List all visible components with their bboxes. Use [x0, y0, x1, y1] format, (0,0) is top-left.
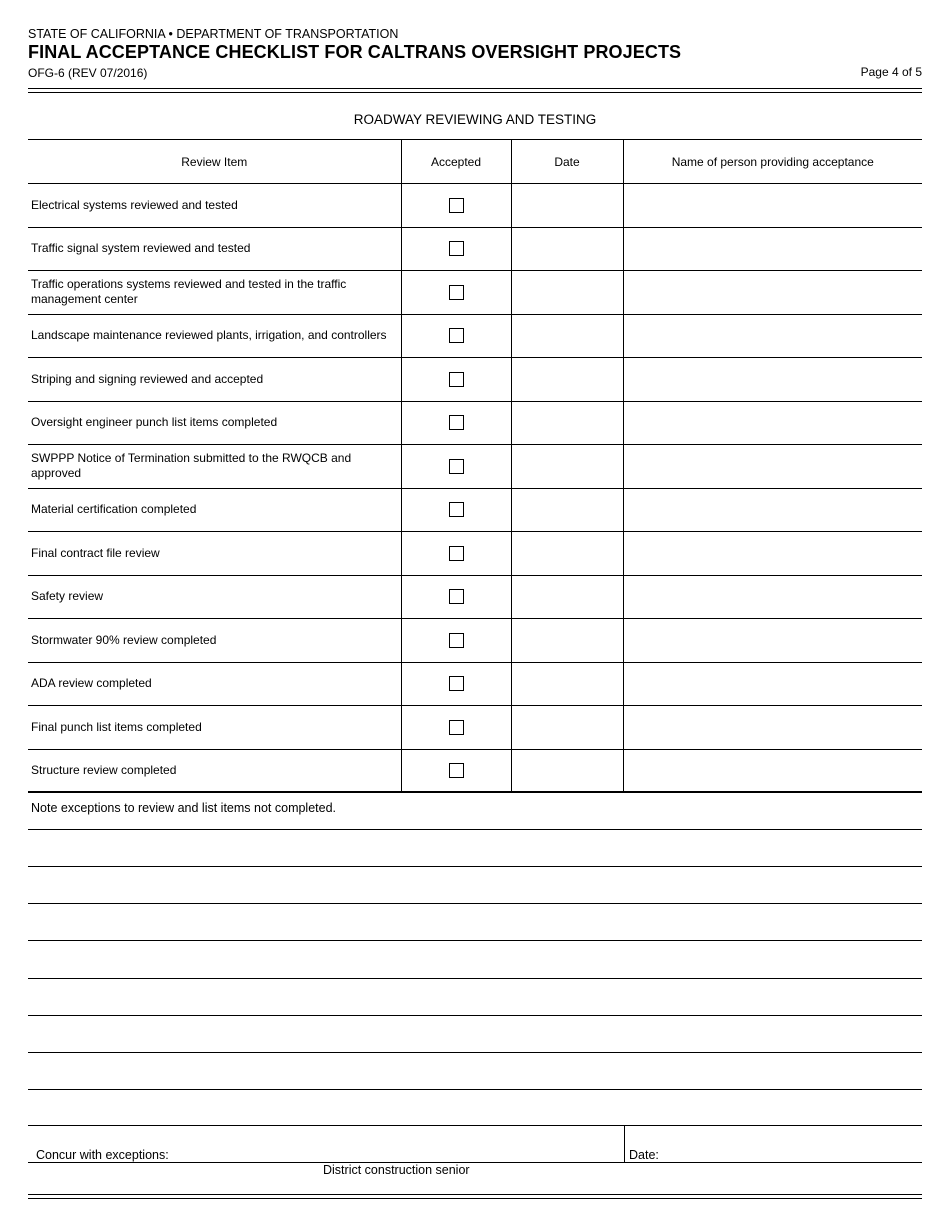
review-item-label: Striping and signing reviewed and accepted	[28, 358, 401, 402]
table-row	[28, 532, 922, 576]
column-header-date: Date	[511, 140, 623, 184]
exceptions-line-4[interactable]	[28, 940, 922, 941]
column-header-accepted: Accepted	[401, 140, 511, 184]
accepted-checkbox[interactable]	[449, 676, 464, 691]
column-header-name: Name of person providing acceptance	[623, 140, 922, 184]
accepted-cell	[401, 358, 511, 402]
accepted-checkbox[interactable]	[449, 198, 464, 213]
table-row	[28, 662, 922, 706]
accepted-cell	[401, 575, 511, 619]
date-cell[interactable]	[511, 314, 623, 358]
exceptions-line-5[interactable]	[28, 978, 922, 979]
table-row	[28, 271, 922, 315]
date-cell[interactable]	[511, 271, 623, 315]
acceptor-name-cell[interactable]	[623, 619, 922, 663]
agency-name: STATE OF CALIFORNIA • DEPARTMENT OF TRANSPORTATION	[28, 27, 399, 41]
date-cell[interactable]	[511, 488, 623, 532]
exceptions-line-6[interactable]	[28, 1015, 922, 1016]
table-row	[28, 575, 922, 619]
review-item-label: Safety review	[28, 575, 401, 619]
table-row	[28, 619, 922, 663]
accepted-cell	[401, 184, 511, 228]
review-item-label: Traffic operations systems reviewed and tested in the traffic management center	[28, 271, 401, 315]
date-cell[interactable]	[511, 532, 623, 576]
signature-divider	[624, 1126, 625, 1162]
form-number: OFG-6 (REV 07/2016)	[28, 66, 148, 80]
review-item-label: Final contract file review	[28, 532, 401, 576]
accepted-cell	[401, 532, 511, 576]
acceptor-name-cell[interactable]	[623, 227, 922, 271]
page-number: Page 4 of 5	[860, 65, 922, 79]
table-row	[28, 749, 922, 793]
date-cell[interactable]	[511, 401, 623, 445]
review-item-label: Electrical systems reviewed and tested	[28, 184, 401, 228]
exceptions-line-3[interactable]	[28, 903, 922, 904]
accepted-checkbox[interactable]	[449, 328, 464, 343]
footer-divider-bottom	[28, 1198, 922, 1199]
table-row	[28, 314, 922, 358]
acceptor-name-cell[interactable]	[623, 749, 922, 793]
review-item-label: Material certification completed	[28, 488, 401, 532]
accepted-checkbox[interactable]	[449, 415, 464, 430]
accepted-cell	[401, 227, 511, 271]
accepted-checkbox[interactable]	[449, 763, 464, 778]
acceptor-name-cell[interactable]	[623, 445, 922, 489]
date-label: Date:	[629, 1148, 659, 1162]
date-cell[interactable]	[511, 619, 623, 663]
accepted-cell	[401, 619, 511, 663]
review-item-label: Stormwater 90% review completed	[28, 619, 401, 663]
review-item-label: Landscape maintenance reviewed plants, irrigation, and controllers	[28, 314, 401, 358]
table-row	[28, 401, 922, 445]
accepted-checkbox[interactable]	[449, 241, 464, 256]
date-cell[interactable]	[511, 749, 623, 793]
signature-line[interactable]	[28, 1162, 922, 1163]
acceptor-name-cell[interactable]	[623, 488, 922, 532]
date-cell[interactable]	[511, 227, 623, 271]
accepted-cell	[401, 706, 511, 750]
section-title: ROADWAY REVIEWING AND TESTING	[353, 112, 597, 127]
date-cell[interactable]	[511, 358, 623, 402]
accepted-cell	[401, 314, 511, 358]
accepted-checkbox[interactable]	[449, 459, 464, 474]
acceptor-name-cell[interactable]	[623, 271, 922, 315]
acceptor-name-cell[interactable]	[623, 184, 922, 228]
date-cell[interactable]	[511, 706, 623, 750]
accepted-checkbox[interactable]	[449, 372, 464, 387]
accepted-checkbox[interactable]	[449, 285, 464, 300]
form-title: FINAL ACCEPTANCE CHECKLIST FOR CALTRANS OVERSIGHT PROJECTS	[28, 42, 682, 62]
acceptor-name-cell[interactable]	[623, 662, 922, 706]
exceptions-line-9[interactable]	[28, 1125, 922, 1126]
accepted-cell	[401, 271, 511, 315]
accepted-cell	[401, 488, 511, 532]
column-header-review-item: Review Item	[28, 140, 401, 184]
review-table-body	[28, 184, 922, 793]
accepted-cell	[401, 445, 511, 489]
review-item-label: SWPPP Notice of Termination submitted to the RWQCB and approved	[28, 445, 401, 489]
concur-sublabel: District construction senior	[323, 1163, 470, 1177]
review-item-label: Traffic signal system reviewed and tested	[28, 227, 401, 271]
exceptions-line-7[interactable]	[28, 1052, 922, 1053]
review-item-label: Final punch list items completed	[28, 706, 401, 750]
exceptions-line-1[interactable]	[28, 829, 922, 830]
header-divider-top	[28, 88, 922, 89]
table-row	[28, 488, 922, 532]
table-header-row	[28, 140, 922, 184]
date-cell[interactable]	[511, 445, 623, 489]
date-cell[interactable]	[511, 662, 623, 706]
header-divider-bottom	[28, 92, 922, 93]
accepted-checkbox[interactable]	[449, 720, 464, 735]
accepted-cell	[401, 662, 511, 706]
footer-divider-top	[28, 1194, 922, 1195]
date-cell[interactable]	[511, 184, 623, 228]
accepted-cell	[401, 749, 511, 793]
review-item-label: ADA review completed	[28, 662, 401, 706]
date-cell[interactable]	[511, 575, 623, 619]
exceptions-label: Note exceptions to review and list items not completed.	[31, 801, 337, 815]
exceptions-line-2[interactable]	[28, 866, 922, 867]
table-row	[28, 227, 922, 271]
review-item-label: Oversight engineer punch list items completed	[28, 401, 401, 445]
acceptor-name-cell[interactable]	[623, 575, 922, 619]
acceptor-name-cell[interactable]	[623, 532, 922, 576]
acceptor-name-cell[interactable]	[623, 358, 922, 402]
acceptor-name-cell[interactable]	[623, 314, 922, 358]
exceptions-line-8[interactable]	[28, 1089, 922, 1090]
acceptor-name-cell[interactable]	[623, 401, 922, 445]
accepted-checkbox[interactable]	[449, 633, 464, 648]
table-bottom-rule	[28, 791, 922, 792]
review-item-label: Structure review completed	[28, 749, 401, 793]
accepted-cell	[401, 401, 511, 445]
accepted-checkbox[interactable]	[449, 589, 464, 604]
accepted-checkbox[interactable]	[449, 546, 464, 561]
table-row	[28, 706, 922, 750]
table-row	[28, 184, 922, 228]
table-row	[28, 358, 922, 402]
acceptor-name-cell[interactable]	[623, 706, 922, 750]
table-row	[28, 445, 922, 489]
review-table	[28, 139, 922, 793]
concur-label: Concur with exceptions:	[36, 1148, 169, 1162]
accepted-checkbox[interactable]	[449, 502, 464, 517]
